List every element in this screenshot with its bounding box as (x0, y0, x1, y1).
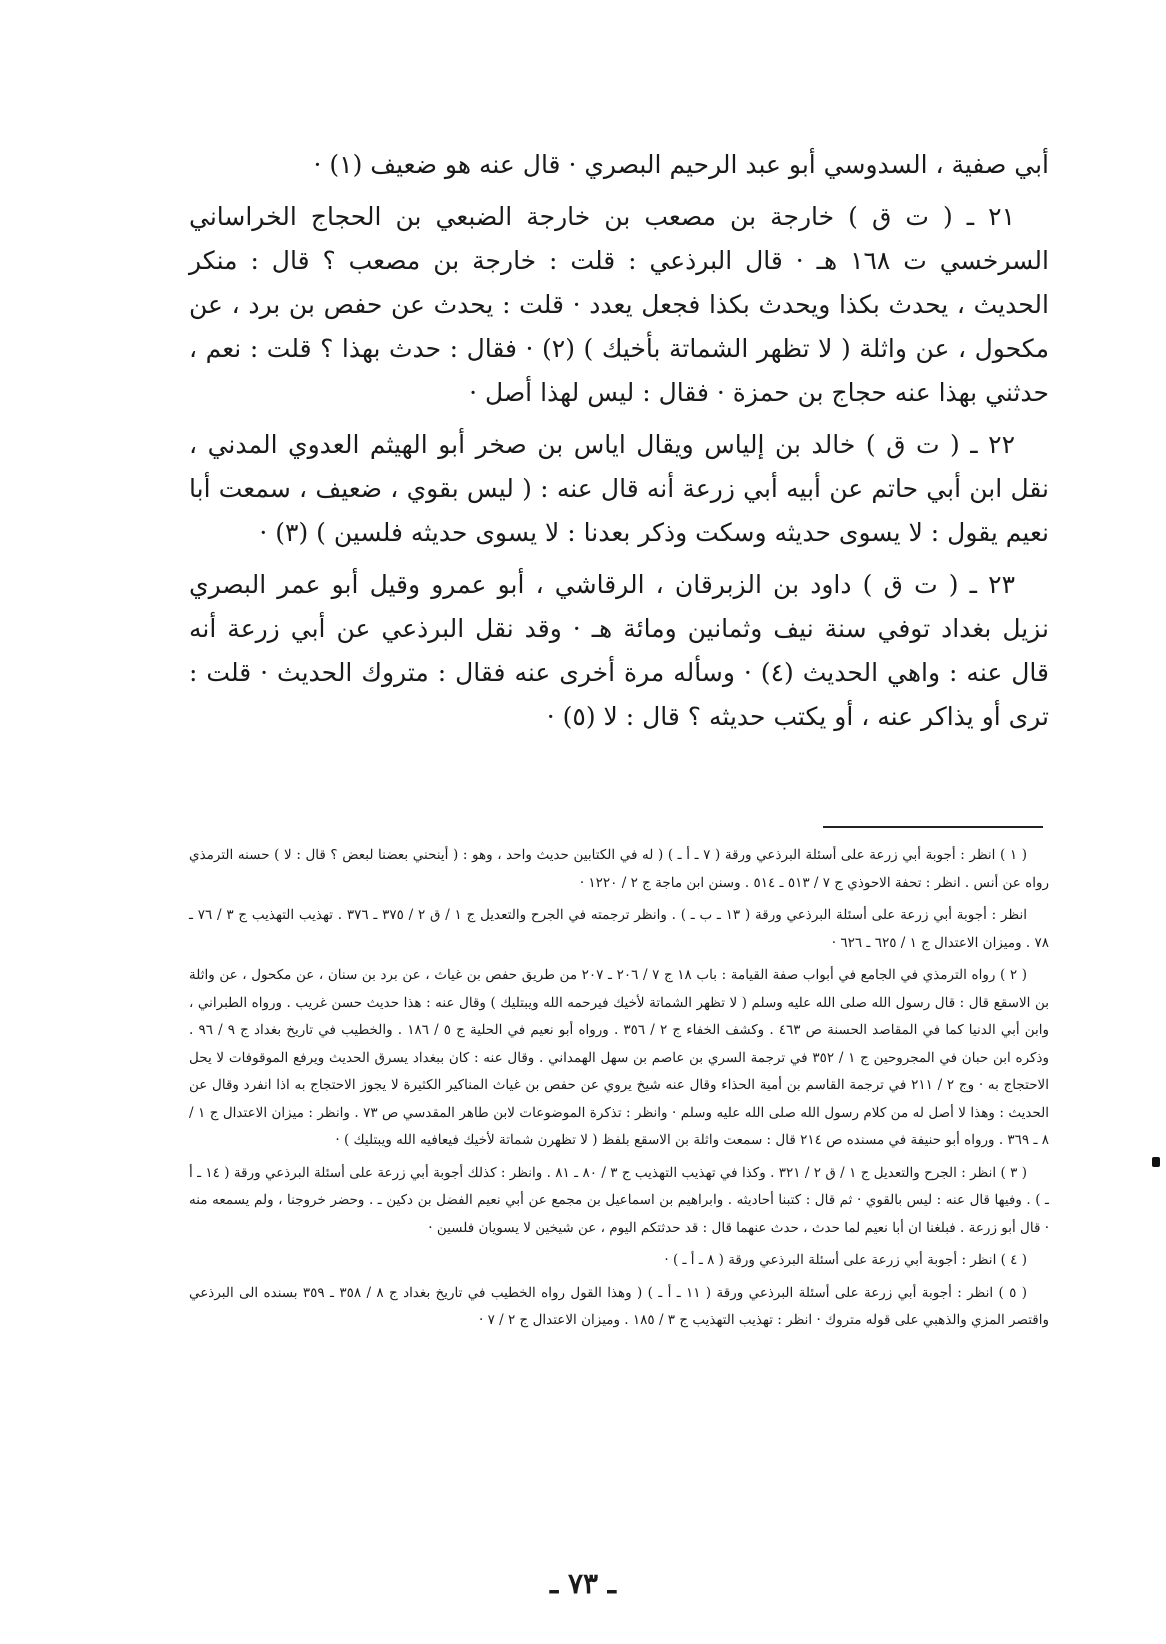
text-paragraph-entry-21: ٢١ ـ ( ت ق ) خارجة بن مصعب بن خارجة الضبعي بن الحجاج الخراساني السرخسي ت ١٦٨ هـ · قال البرذعي : قلت : خارجة بن مصعب ؟ قال : منكر الحديث ، يحدث بكذا ويحدث بكذا فجعل يعدد · قلت : يحدث عن حفص بن برد ، عن مكحول ، عن واثلة ( لا تظهر الشماتة بأخيك ) (٢) · فقال : حدث بهذا ؟ قلت : نعم ، حدثني بهذا عنه حجاج بن حمزة · فقال : ليس لهذا أصل · (189, 202, 1049, 407)
footnote-2: ( ٢ ) رواه الترمذي في الجامع في أبواب صفة القيامة : باب ١٨ ج ٧ / ٢٠٦ ـ ٢٠٧ من طريق حفص بن غياث ، عن برد بن سنان ، عن مكحول ، عن واثلة بن الاسقع قال : قال رسول الله صلى الله عليه وسلم ( لا تظهر الشماتة لأخيك فيرحمه الله ويبتليك ) وقال عنه : هذا حديث حسن غريب . ورواه الطبراني ، وابن أبي الدنيا كما في المقاصد الحسنة ص ٤٦٣ . وكشف الخفاء ج ٢ / ٣٥٦ . ورواه أبو نعيم في الحلية ج ٥ / ١٨٦ . والخطيب في تاريخ بغداد ج ٩ / ٩٦ . وذكره ابن حبان في المجروحين ج ١ / ٣٥٢ في ترجمة السري بن عاصم بن سهل الهمداني . وقال عنه : كان ببغداد يسرق الحديث ويرفع الموقوفات لا يحل الاحتجاج به · وج ٢ / ٢١١ في ترجمة القاسم بن أمية الحذاء وقال عنه شيخ يروي عن حفص بن غياث المناكير الكثيرة لا يجوز الاحتجاج به اذا انفرد وقال عن الحديث : وهذا لا أصل له من كلام رسول الله صلى الله عليه وسلم · وانظر : تذكرة الموضوعات لابن طاهر المقدسي ص ٧٣ . وانظر : ميزان الاعتدال ج ١ / ٨ ـ ٣٦٩ . ورواه أبو حنيفة في مسنده ص ٢١٤ قال : سمعت واثلة بن الاسقع بلفظ ( لا تظهرن شماتة لأخيك فيعافيه الله ويبتليك ) · (189, 967, 1050, 1148)
text-paragraph-continuation: أبي صفية ، السدوسي أبو عبد الرحيم البصري · قال عنه هو ضعيف (١) · (313, 150, 1049, 179)
footnote-5: ( ٥ ) انظر : أجوبة أبي زرعة على أسئلة البرذعي ورقة ( ١١ ـ أ ـ ) ( وهذا القول رواه الخطيب في تاريخ بغداد ج ٨ / ٣٥٨ ـ ٣٥٩ بسنده الى البرذعي واقتصر المزي والذهبي على قوله متروك · انظر : تهذيب التهذيب ج ٣ / ١٨٥ . وميزان الاعتدال ج ٢ / ٧ · (189, 1284, 1049, 1328)
text-paragraph-entry-22: ٢٢ ـ ( ت ق ) خالد بن إلياس ويقال اياس بن صخر أبو الهيثم العدوي المدني ، نقل ابن أبي حاتم عن أبيه أبي زرعة أنه قال عنه : ( ليس بقوي ، ضعيف ، سمعت أبا نعيم يقول : لا يسوى حديثه وسكت وذكر بعدنا : لا يسوى حديثه فلسين ) (٣) · (189, 430, 1049, 547)
page-number: ـ ٧٣ ـ (550, 1567, 616, 1600)
footnote-3: ( ٣ ) انظر : الجرح والتعديل ج ١ / ق ٢ / ٣٢١ . وكذا في تهذيب التهذيب ج ٣ / ٨٠ ـ ٨١ . وانظر : كذلك أجوبة أبي زرعة على أسئلة البرذعي ورقة ( ١٤ ـ أ ـ ) . وفيها قال عنه : ليس بالقوي · ثم قال : كتبنا أحاديثه . وابراهيم بن اسماعيل بن مجمع عن أبي نعيم الفضل بن دكين ـ . وحضر خروجنا ، ولم يسمعه منه · قال أبو زرعة . فبلغنا ان أبا نعيم لما حدث ، حدث عنهما قال : قد حدثتكم اليوم ، عن شيخين لا يسويان فلسين · (189, 1164, 1049, 1236)
footnote-1-continued: انظر : أجوبة أبي زرعة على أسئلة البرذعي ورقة ( ١٣ ـ ب ـ ) . وانظر ترجمته في الجرح والتعديل ج ١ / ق ٢ / ٣٧٥ ـ ٣٧٦ . تهذيب التهذيب ج ٣ / ٧٦ ـ ٧٨ . وميزان الاعتدال ج ١ / ٦٢٥ ـ ٦٢٦ · (189, 907, 1049, 951)
footnote-4: ( ٤ ) انظر : أجوبة أبي زرعة على أسئلة البرذعي ورقة ( ٨ ـ أ ـ ) · (664, 1252, 1027, 1268)
scan-edge-mark (1152, 1157, 1160, 1167)
footnote-1: ( ١ ) انظر : أجوبة أبي زرعة على أسئلة البرذعي ورقة ( ٧ ـ أ ـ ) ( له في الكتابين حديث واحد ، وهو : ( أينحني بعضنا لبعض ؟ قال : لا ) حسنه الترمذي رواه عن أنس . انظر : تحفة الاحوذي ج ٧ / ٥١٣ ـ ٥١٤ . وسنن ابن ماجة ج ٢ / ١٢٢٠ · (189, 847, 1049, 891)
text-paragraph-entry-23: ٢٣ ـ ( ت ق ) داود بن الزبرقان ، الرقاشي ، أبو عمرو وقيل أبو عمر البصري نزيل بغداد توفي سنة نيف وثمانين ومائة هـ · وقد نقل البرذعي عن أبي زرعة أنه قال عنه : واهي الحديث (٤) · وسأله مرة أخرى عنه فقال : متروك الحديث · قلت : ترى أو يذاكر عنه ، أو يكتب حديثه ؟ قال : لا (٥) · (189, 570, 1049, 731)
footnotes-section (189, 842, 1049, 1340)
footnote-divider (823, 826, 1043, 828)
main-text-body (189, 143, 1049, 747)
